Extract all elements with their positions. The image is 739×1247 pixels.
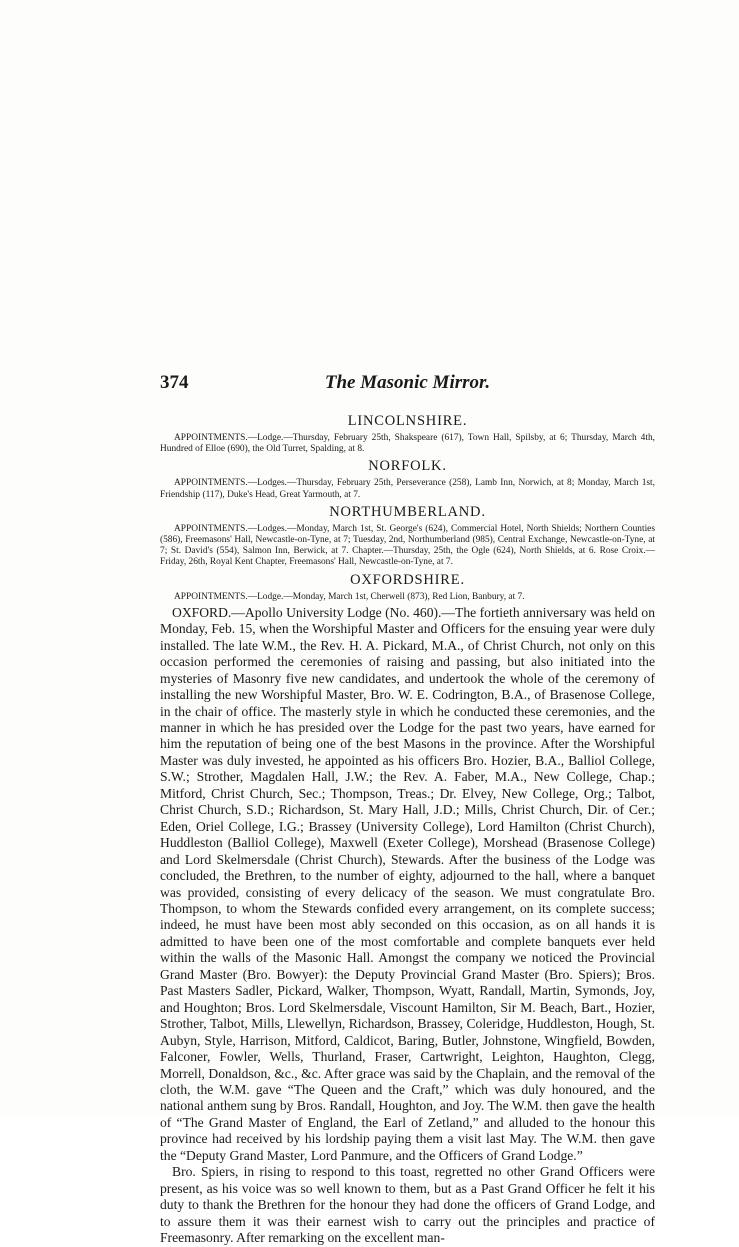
section-oxfordshire	[160, 571, 655, 603]
section-heading: LINCOLNSHIRE.	[347, 413, 468, 429]
section-lincolnshire	[160, 412, 655, 455]
section-heading: OXFORDSHIRE.	[350, 571, 465, 588]
report-paragraph: Bro. Spiers, in rising to respond to this toast, regretted no other Grand Officers were present, as his voice was so well known to them, but as a Past Grand Officer he felt it his duty to thank the Brethren for the honour they had done the officers of Grand Lodge, and to assure them it was their earnest wish to carry out the principles and practice of Freemasonry. After remarking on the excellent man-	[160, 1164, 655, 1246]
page-header	[160, 372, 655, 396]
appointments-text: APPOINTMENTS.—Lodge.—Thursday, February 25th, Shakspeare (617), Town Hall, Spilsby, at 6; Thursday, March 4th, Hundred of Elloe (690), the Old Turret, Spalding, at 8.	[160, 433, 655, 455]
section-northumberland	[160, 503, 655, 569]
appointments-text: APPOINTMENTS.—Lodges.—Thursday, February 25th, Perseverance (258), Lamb Inn, Norwich, at 8; Monday, March 1st, Friendship (117), Duke's Head, Great Yarmouth, at 7.	[160, 478, 655, 500]
page-number: 374	[160, 372, 189, 393]
section-heading: NORTHUMBERLAND.	[329, 503, 486, 520]
report-paragraph: OXFORD.—Apollo University Lodge (No. 460).—The fortieth anniversary was held on Monday, Feb. 15, when the Worshipful Master and Officers for the ensuing year were duly installed. The late W.M., the Rev. H. A. Pickard, M.A., of Christ Church, not only on this occasion performed the ceremonies of raising and passing, but also initiated into the mysteries of Masonry five new candidates, and undertook the whole of the ceremony of installing the new Worshipful Master, Bro. W. E. Codrington, B.A., of Brasenose College, in the chair of office. The masterly style in which he conducted these ceremonies, and the manner in which he has presided over the Lodge for the past two years, have earned for him the reputation of being one of the best Masons in the province. After the Worshipful Master was duly invested, he appointed as his officers Bro. Hozier, B.A., Balliol College, S.W.; Strother, Magdalen Hall, J.W.; the Rev. A. Faber, M.A., New College, Chap.; Mitford, Christ Church, Sec.; Thompson, Treas.; Dr. Elvey, New College, Org.; Talbot, Christ Church, S.D.; Richardson, St. Mary Hall, J.D.; Mills, Christ Church, Dir. of Cer.; Eden, Oriel College, I.G.; Brassey (University College), Lord Hamilton (Christ Church), Huddleston (Balliol College), Maxwell (Exeter College), Morshead (Brasenose College) and Lord Skelmersdale (Christ Church), Stewards. After the business of the Lodge was concluded, the Brethren, to the number of eighty, adjourned to the hall, where a banquet was provided, consisting of every delicacy of the season. We must congratulate Bro. Thompson, to whom the Stewards confided every arrangement, on its complete success; indeed, he must have been most ably seconded on this occasion, as on all hands it is admitted to have been one of the most comfortable and complete banquets ever held within the walls of the Masonic Hall. Amongst the company we noticed the Provincial Grand Master (Bro. Bowyer): the Deputy Provincial Grand Master (Bro. Spiers); Bros. Past Masters Sadler, Pickard, Walker, Thompson, Wyatt, Randall, Martin, Symonds, Joy, and Houghton; Bros. Lord Skelmersdale, Viscount Hamilton, Sir M. Beach, Bart., Hozier, Strother, Talbot, Mills, Llewellyn, Richardson, Brassey, Coleridge, Huddleston, Hough, St. Aubyn, Style, Harrison, Mitford, Caldicot, Baring, Butler, Johnstone, Wingfield, Bowden, Falconer, Fowler, Wells, Thurland, Fraser, Cartwright, Leighton, Haughton, Clegg, Morrell, Donaldson, &c., &c. After grace was said by the Chaplain, and the removal of the cloth, the W.M. gave “The Queen and the Craft,” which was duly honoured, and the national anthem sung by Bros. Randall, Houghton, and Joy. The W.M. then gave the health of “The Grand Master of England, the Earl of Zetland,” and alluded to the honour this province had received by his lordship paying them a visit last May. The W.M. then gave the “Deputy Grand Master, Lord Panmure, and the Officers of Grand Lodge.”	[160, 604, 655, 1163]
appointments-text: APPOINTMENTS.—Lodge.—Monday, March 1st, Cherwell (873), Red Lion, Banbury, at 7.	[174, 591, 525, 602]
section-heading: NORFOLK.	[368, 458, 447, 475]
page-content	[160, 412, 655, 1247]
appointments-text: APPOINTMENTS.—Lodges.—Monday, March 1st, St. George's (624), Commercial Hotel, North Shields; Northern Counties (586), Freemasons' Hall, Newcastle-on-Tyne, at 7; Tuesday, 2nd, Northumberland (985), Central Exchange, Newcastle-on-Tyne, at 7; St. David's (554), Salmon Inn, Berwick, at 7. Chapter.—Thursday, 25th, the Ogle (624), North Shields, at 6. Rose Croix.—Friday, 26th, Royal Kent Chapter, Freemasons' Hall, Newcastle-on-Tyne, at 7.	[160, 523, 655, 568]
running-title: The Masonic Mirror.	[324, 372, 491, 393]
section-norfolk	[160, 457, 655, 500]
